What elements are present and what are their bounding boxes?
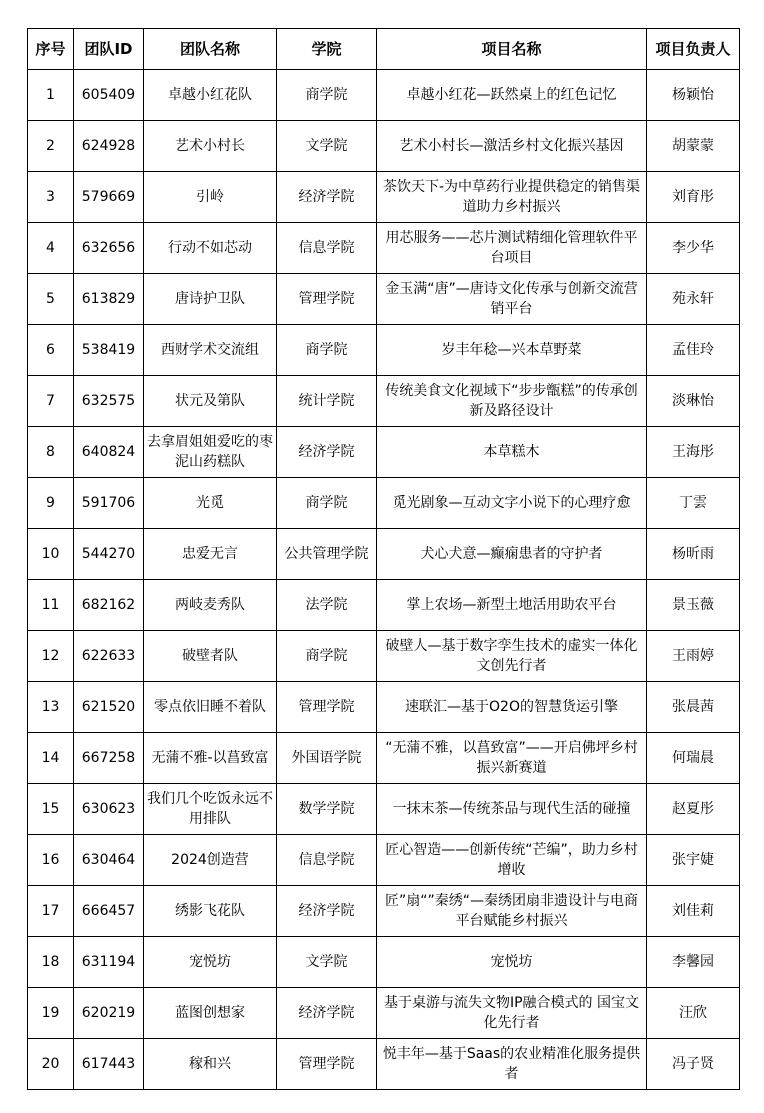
project-leader-cell: 赵夏彤: [647, 784, 740, 835]
project-leader-cell: 何瑞晨: [647, 733, 740, 784]
table-row: [28, 784, 740, 835]
team-id-cell: 544270: [74, 529, 144, 580]
table-row: [28, 988, 740, 1039]
project-name-cell: 一抹末茶—传统茶品与现代生活的碰撞: [377, 784, 647, 835]
team-name-cell: 光觅: [144, 478, 277, 529]
serial-no-cell: 9: [28, 478, 74, 529]
team-id-cell: 538419: [74, 325, 144, 376]
team-id-cell: 630623: [74, 784, 144, 835]
serial-no-cell: 20: [28, 1039, 74, 1090]
header-project-name: 项目名称: [377, 29, 647, 70]
team-name-cell: 去拿眉姐姐爱吃的枣泥山药糕队: [144, 427, 277, 478]
project-name-cell: 金玉满“唐”—唐诗文化传承与创新交流营销平台: [377, 274, 647, 325]
project-leader-cell: 苑永轩: [647, 274, 740, 325]
school-cell: 商学院: [277, 70, 377, 121]
serial-no-cell: 12: [28, 631, 74, 682]
serial-no-cell: 18: [28, 937, 74, 988]
serial-no-cell: 14: [28, 733, 74, 784]
project-name-cell: 匠”扇“”秦绣“—秦绣团扇非遗设计与电商平台赋能乡村振兴: [377, 886, 647, 937]
project-name-cell: 破壁人—基于数字孪生技术的虚实一体化文创先行者: [377, 631, 647, 682]
header-row: [28, 29, 740, 70]
project-name-cell: 卓越小红花—跃然桌上的红色记忆: [377, 70, 647, 121]
table-row: [28, 1039, 740, 1090]
project-leader-cell: 冯子贤: [647, 1039, 740, 1090]
school-cell: 商学院: [277, 478, 377, 529]
team-id-cell: 667258: [74, 733, 144, 784]
project-name-cell: 传统美食文化视域下“步步甑糕”的传承创新及路径设计: [377, 376, 647, 427]
school-cell: 商学院: [277, 325, 377, 376]
team-name-cell: 宠悦坊: [144, 937, 277, 988]
table-row: [28, 631, 740, 682]
school-cell: 管理学院: [277, 682, 377, 733]
table-row: [28, 121, 740, 172]
team-id-cell: 621520: [74, 682, 144, 733]
project-leader-cell: 刘佳莉: [647, 886, 740, 937]
team-id-cell: 682162: [74, 580, 144, 631]
team-id-cell: 630464: [74, 835, 144, 886]
school-cell: 经济学院: [277, 172, 377, 223]
team-name-cell: 唐诗护卫队: [144, 274, 277, 325]
table-row: [28, 325, 740, 376]
school-cell: 管理学院: [277, 274, 377, 325]
team-name-cell: 两岐麦秀队: [144, 580, 277, 631]
header-school: 学院: [277, 29, 377, 70]
team-id-cell: 617443: [74, 1039, 144, 1090]
serial-no-cell: 4: [28, 223, 74, 274]
project-name-cell: 基于桌游与流失文物IP融合模式的 国宝文化先行者: [377, 988, 647, 1039]
team-id-cell: 631194: [74, 937, 144, 988]
team-id-cell: 605409: [74, 70, 144, 121]
serial-no-cell: 8: [28, 427, 74, 478]
table-row: [28, 529, 740, 580]
school-cell: 公共管理学院: [277, 529, 377, 580]
project-name-cell: 悦丰年—基于Saas的农业精准化服务提供者: [377, 1039, 647, 1090]
table-row: [28, 223, 740, 274]
school-cell: 外国语学院: [277, 733, 377, 784]
school-cell: 文学院: [277, 121, 377, 172]
serial-no-cell: 7: [28, 376, 74, 427]
table-row: [28, 937, 740, 988]
school-cell: 经济学院: [277, 988, 377, 1039]
project-name-cell: 觅光剧象—互动文字小说下的心理疗愈: [377, 478, 647, 529]
team-id-cell: 666457: [74, 886, 144, 937]
project-name-cell: 宠悦坊: [377, 937, 647, 988]
team-name-cell: 忠爱无言: [144, 529, 277, 580]
school-cell: 文学院: [277, 937, 377, 988]
header-project-leader: 项目负责人: [647, 29, 740, 70]
project-leader-cell: 汪欣: [647, 988, 740, 1039]
serial-no-cell: 6: [28, 325, 74, 376]
school-cell: 经济学院: [277, 886, 377, 937]
team-name-cell: 稼和兴: [144, 1039, 277, 1090]
project-leader-cell: 刘育彤: [647, 172, 740, 223]
school-cell: 信息学院: [277, 223, 377, 274]
project-name-cell: 匠心智造——创新传统“芒编”，助力乡村增收: [377, 835, 647, 886]
team-name-cell: 行动不如芯动: [144, 223, 277, 274]
team-id-cell: 591706: [74, 478, 144, 529]
school-cell: 法学院: [277, 580, 377, 631]
project-leader-cell: 杨昕雨: [647, 529, 740, 580]
header-team-name: 团队名称: [144, 29, 277, 70]
team-id-cell: 620219: [74, 988, 144, 1039]
team-name-cell: 零点依旧睡不着队: [144, 682, 277, 733]
project-name-cell: 本草糕木: [377, 427, 647, 478]
team-roster-table: [27, 28, 740, 1090]
serial-no-cell: 11: [28, 580, 74, 631]
project-name-cell: 岁丰年稔—兴本草野菜: [377, 325, 647, 376]
team-name-cell: 卓越小红花队: [144, 70, 277, 121]
serial-no-cell: 3: [28, 172, 74, 223]
project-leader-cell: 胡蒙蒙: [647, 121, 740, 172]
table-row: [28, 376, 740, 427]
project-leader-cell: 王雨婷: [647, 631, 740, 682]
team-name-cell: 蓝图创想家: [144, 988, 277, 1039]
table-body: [28, 70, 740, 1090]
team-name-cell: 绣影飞花队: [144, 886, 277, 937]
team-name-cell: 西财学术交流组: [144, 325, 277, 376]
table-row: [28, 70, 740, 121]
team-name-cell: 无蒲不雅-以菖致富: [144, 733, 277, 784]
project-leader-cell: 李少华: [647, 223, 740, 274]
project-leader-cell: 张晨茜: [647, 682, 740, 733]
project-leader-cell: 淡琳怡: [647, 376, 740, 427]
project-leader-cell: 李馨园: [647, 937, 740, 988]
serial-no-cell: 16: [28, 835, 74, 886]
serial-no-cell: 19: [28, 988, 74, 1039]
team-id-cell: 613829: [74, 274, 144, 325]
team-id-cell: 579669: [74, 172, 144, 223]
project-name-cell: 犬心犬意—癫痫患者的守护者: [377, 529, 647, 580]
table-row: [28, 274, 740, 325]
table-row: [28, 172, 740, 223]
table-row: [28, 733, 740, 784]
team-id-cell: 632575: [74, 376, 144, 427]
serial-no-cell: 15: [28, 784, 74, 835]
team-id-cell: 622633: [74, 631, 144, 682]
serial-no-cell: 13: [28, 682, 74, 733]
team-name-cell: 我们几个吃饭永远不用排队: [144, 784, 277, 835]
project-name-cell: 艺术小村长—激活乡村文化振兴基因: [377, 121, 647, 172]
project-leader-cell: 景玉薇: [647, 580, 740, 631]
project-name-cell: 茶饮天下-为中草药行业提供稳定的销售渠道助力乡村振兴: [377, 172, 647, 223]
team-id-cell: 624928: [74, 121, 144, 172]
team-id-cell: 640824: [74, 427, 144, 478]
project-leader-cell: 张宇婕: [647, 835, 740, 886]
team-name-cell: 2024创造营: [144, 835, 277, 886]
project-leader-cell: 王海彤: [647, 427, 740, 478]
school-cell: 商学院: [277, 631, 377, 682]
table-row: [28, 835, 740, 886]
table-row: [28, 478, 740, 529]
serial-no-cell: 10: [28, 529, 74, 580]
school-cell: 经济学院: [277, 427, 377, 478]
serial-no-cell: 2: [28, 121, 74, 172]
project-leader-cell: 孟佳玲: [647, 325, 740, 376]
project-name-cell: 速联汇—基于O2O的智慧货运引擎: [377, 682, 647, 733]
school-cell: 信息学院: [277, 835, 377, 886]
project-leader-cell: 丁雲: [647, 478, 740, 529]
school-cell: 管理学院: [277, 1039, 377, 1090]
project-name-cell: 掌上农场—新型土地活用助农平台: [377, 580, 647, 631]
team-name-cell: 状元及第队: [144, 376, 277, 427]
team-name-cell: 破壁者队: [144, 631, 277, 682]
project-leader-cell: 杨颖怡: [647, 70, 740, 121]
table-row: [28, 886, 740, 937]
school-cell: 数学学院: [277, 784, 377, 835]
table-row: [28, 682, 740, 733]
project-name-cell: 用芯服务——芯片测试精细化管理软件平台项目: [377, 223, 647, 274]
serial-no-cell: 17: [28, 886, 74, 937]
team-name-cell: 艺术小村长: [144, 121, 277, 172]
project-name-cell: “无蒲不雅，以菖致富”——开启佛坪乡村振兴新赛道: [377, 733, 647, 784]
header-serial-no: 序号: [28, 29, 74, 70]
table-row: [28, 427, 740, 478]
school-cell: 统计学院: [277, 376, 377, 427]
serial-no-cell: 5: [28, 274, 74, 325]
serial-no-cell: 1: [28, 70, 74, 121]
header-team-id: 团队ID: [74, 29, 144, 70]
team-id-cell: 632656: [74, 223, 144, 274]
table-row: [28, 580, 740, 631]
team-name-cell: 引岭: [144, 172, 277, 223]
